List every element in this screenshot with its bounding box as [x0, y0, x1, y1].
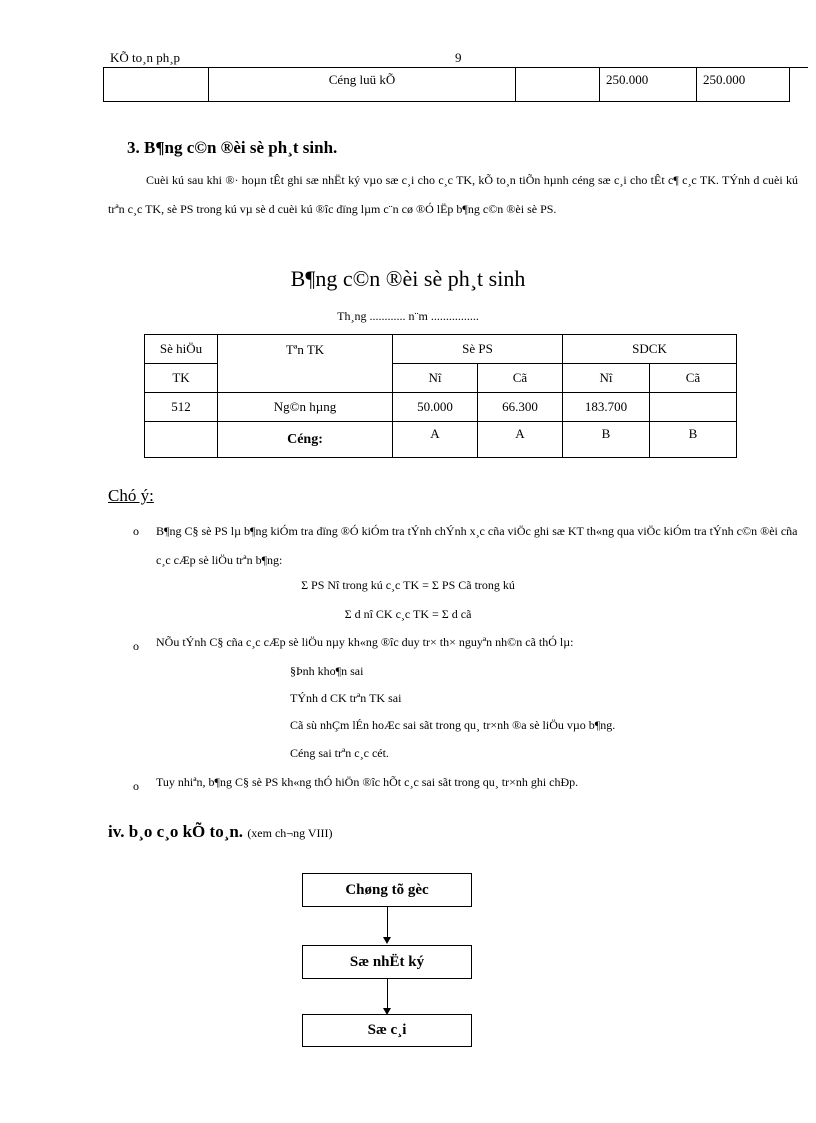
note-bullet-2: NÕu tÝnh C§ cña c¸c cÆp sè liÖu nµy kh«ng ®îc duy tr× th× nguyªn nh©n cã thÓ lµ:	[156, 635, 574, 649]
formula-2: Σ d nî CK c¸c TK = Σ d cã	[344, 607, 472, 621]
cell-total-sdck-credit: B	[650, 422, 737, 458]
table-cell: 250.000	[600, 68, 697, 102]
table-row	[145, 393, 737, 422]
table-cell: 250.000	[697, 68, 790, 102]
cause-item: Cã sù nhÇm lÉn hoÆc sai sãt trong qu¸ tr×nh ®a sè liÖu vµo b¶ng.	[290, 718, 616, 732]
cell-account-no: 512	[145, 393, 218, 422]
header-account-no-2: TK	[145, 364, 218, 393]
cell-total-ps-debit: A	[393, 422, 478, 458]
page-number: 9	[455, 50, 462, 65]
arrow-down-icon	[383, 937, 391, 944]
section-title: 3. B¶ng c©n ®èi sè ph¸t sinh.	[127, 138, 338, 157]
header-title: KÕ to¸n ph¸p	[110, 50, 181, 65]
formula-1: Σ PS Nî trong kú c¸c TK = Σ PS Cã trong kú	[301, 578, 515, 592]
cause-item: §Þnh kho¶n sai	[290, 664, 364, 678]
cell-ps-debit: 50.000	[393, 393, 478, 422]
note-bullet-1: B¶ng C§ sè PS lµ b¶ng kiÓm tra dïng ®Ó kiÓm tra tÝnh chÝnh x¸c cña viÖc ghi sæ KT th«ng qua viÖc kiÓm tra tÝnh c©n ®èi cña c¸c cÆp sè liÖu trªn b¶ng:	[156, 524, 798, 567]
header-debit-sdck: Nî	[563, 364, 650, 393]
flow-arrow-line	[387, 979, 388, 1010]
balance-table	[144, 334, 737, 458]
note-bullet-3: Tuy nhiªn, b¶ng C§ sè PS kh«ng thÓ hiÖn ®îc hÕt c¸c sai sãt trong qu¸ tr×nh ghi chÐp.	[156, 775, 579, 789]
table-row	[104, 68, 790, 102]
cell-empty	[145, 422, 218, 458]
table-cell	[516, 68, 600, 102]
top-table	[103, 67, 790, 102]
header-credit-ps: Cã	[478, 364, 563, 393]
header-account-no: Sè hiÖu	[145, 335, 218, 364]
cell-total-sdck-debit: B	[563, 422, 650, 458]
bullet-icon: o	[133, 639, 139, 653]
table-date-line: Th¸ng ............ n¨m ................	[337, 309, 479, 323]
flow-box-ledger: Sæ c¸i	[302, 1014, 472, 1047]
section4-note: (xem ch¬ng VIII)	[247, 826, 333, 840]
notes-title: Chó ý:	[108, 486, 154, 505]
table-cell: Céng luü kÕ	[209, 68, 516, 102]
flow-arrow-line	[387, 907, 388, 939]
cell-total-ps-credit: A	[478, 422, 563, 458]
cell-sdck-credit	[650, 393, 737, 422]
bullet-icon: o	[133, 779, 139, 793]
header-credit-sdck: Cã	[650, 364, 737, 393]
bullet-icon: o	[133, 524, 139, 538]
header-ps-group: Sè PS	[393, 335, 563, 364]
table-total-row	[145, 422, 737, 458]
section4-title: iv. b¸o c¸o kÕ to¸n.	[108, 822, 244, 841]
cell-account-name: Ng©n hµng	[218, 393, 393, 422]
cell-ps-credit: 66.300	[478, 393, 563, 422]
cell-total-label: Céng:	[218, 422, 393, 458]
flow-box-source-documents: Chøng tõ gèc	[302, 873, 472, 907]
cell-sdck-debit: 183.700	[563, 393, 650, 422]
section4-heading	[108, 822, 333, 842]
header-account-name: Tªn TK	[218, 335, 393, 393]
header-debit-ps: Nî	[393, 364, 478, 393]
table-title: B¶ng c©n ®èi sè ph¸t sinh	[290, 266, 526, 291]
cause-item: Céng sai trªn c¸c cét.	[290, 746, 389, 760]
section-paragraph: Cuèi kú sau khi ®· hoµn tÊt ghi sæ nhËt ký vµo sæ c¸i cho c¸c TK, kÕ to¸n tiÕn hµnh céng sæ c¸i cho tÊt c¶ c¸c TK. TÝnh d cuèi kú trªn c¸c TK, sè PS trong kú vµ sè d cuèi kú ®îc dïng lµm c¨n cø ®Ó lËp b¶ng c©n ®èi sè PS.	[108, 173, 798, 216]
cause-item: TÝnh d CK trªn TK sai	[290, 691, 402, 705]
flow-box-journal: Sæ nhËt ký	[302, 945, 472, 979]
table-cell	[104, 68, 209, 102]
table-header-row	[145, 335, 737, 364]
header-sdck-group: SDCK	[563, 335, 737, 364]
